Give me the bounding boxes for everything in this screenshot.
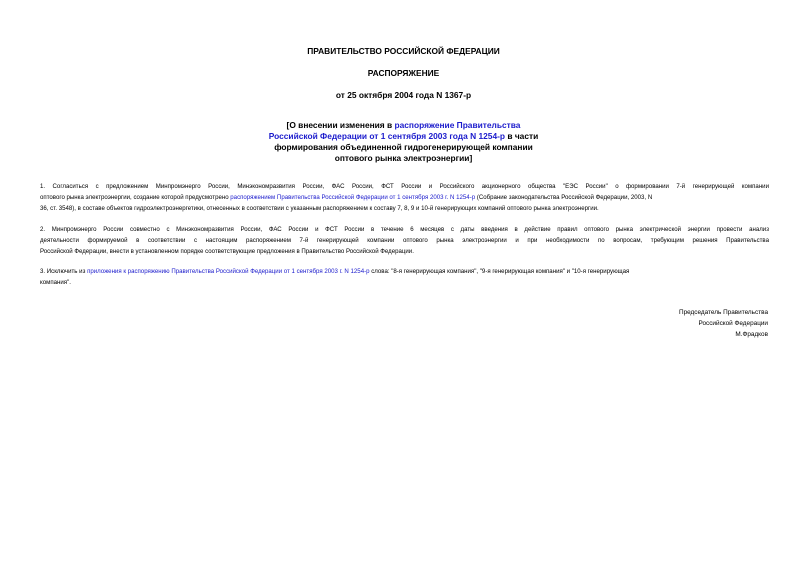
- decree-1254-link[interactable]: распоряжение Правительства: [394, 120, 521, 130]
- subject-text: [О внесении изменения в: [286, 120, 395, 130]
- signatory-position-org: Российской Федерации: [698, 320, 768, 327]
- paragraph-text: слова: "8-я генерирующая компания", "9-я генерирующая компания" и "10-я генерирующая: [369, 268, 630, 275]
- paragraph-2-line-3: Российской Федерации, внести в установленном порядке соответствующие предложения в Правительство Российской Федерации.: [40, 248, 414, 255]
- paragraph-1-line-2: [40, 192, 769, 203]
- document-subject: [0, 120, 807, 164]
- paragraph-text: 3. Исключить из: [40, 268, 88, 275]
- paragraph-text: (Собрание законодательства Российской Федерации, 2003, N: [475, 194, 653, 201]
- government-title: ПРАВИТЕЛЬСТВО РОССИЙСКОЙ ФЕДЕРАЦИИ: [307, 46, 500, 56]
- decree-1254-link-cont[interactable]: Российской Федерации от 1 сентября 2003 года N 1254-р: [268, 131, 506, 141]
- paragraph-text: оптового рынка электроэнергии, создание которой предусмотрено: [40, 194, 231, 201]
- document-type: РАСПОРЯЖЕНИЕ: [367, 68, 440, 78]
- subject-text: в части: [505, 131, 539, 141]
- signature-block: [679, 307, 768, 340]
- paragraph-2-line-2: деятельности формируемой в соответствии с настоящим распоряжением 7-й генерирующей компании оптового рынка электроэнергии и при необходимости по вопросам, требующим решения Правительства: [40, 237, 769, 244]
- subject-line-1: [0, 120, 807, 131]
- subject-line-2: [0, 131, 807, 142]
- decree-1254-reference-link[interactable]: распоряжением Правительства Российской Федерации от 1 сентября 2003 г. N 1254-р: [230, 194, 476, 201]
- subject-line-3: формирования объединенной гидрогенерирующей компании: [274, 142, 533, 152]
- document-date-number: от 25 октября 2004 года N 1367-р: [335, 90, 472, 100]
- paragraph-2-line-1: 2. Минпромэнерго России совместно с Минэкономразвития России, ФАС России и ФСТ России в течение 6 месяцев с даты введения в действие правил оптового рынка электрической энергии провести анализ: [40, 226, 769, 233]
- paragraph-3: [40, 266, 769, 288]
- paragraph-1: [40, 181, 769, 214]
- paragraph-1-line-1: 1. Согласиться с предложением Минпромэнерго России, Минэкономразвития России, ФАС России, ФСТ России и Российского акционерного общества "ЕЭС России" о формировании 7-й генерирующей компании: [40, 183, 769, 190]
- decree-appendix-link[interactable]: приложения к распоряжению Правительства Российской Федерации от 1 сентября 2003 г. N 1254-р: [87, 268, 370, 275]
- paragraph-3-line-1: [40, 266, 769, 277]
- signatory-name: М.Фрадков: [735, 331, 768, 338]
- signatory-position: Председатель Правительства: [679, 309, 768, 316]
- paragraph-3-line-2: компания".: [40, 279, 71, 286]
- subject-line-4: оптового рынка электроэнергии]: [334, 153, 473, 163]
- paragraph-2: [40, 224, 769, 257]
- paragraph-1-line-3: 36, ст. 3548), в составе объектов гидроэлектроэнергетики, отнесенных в соответствии с указанным распоряжением к составу 7, 8, 9 и 10-й генерирующих компаний оптового рынка электроэнергии.: [40, 205, 599, 212]
